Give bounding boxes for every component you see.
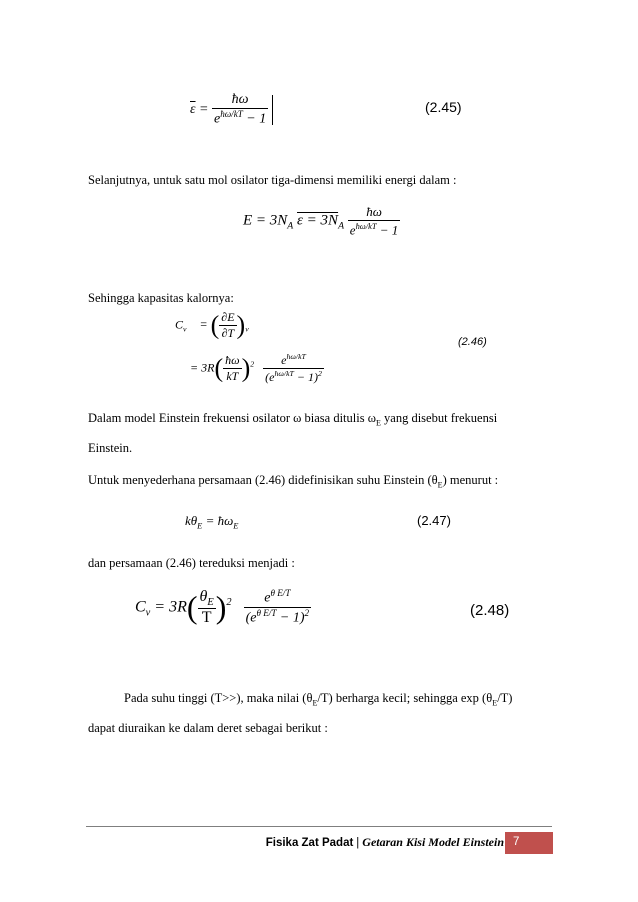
eq245-fraction (212, 92, 268, 128)
footer-subtitle: Getaran Kisi Model Einstein (362, 835, 504, 849)
eq248-den1: T (201, 609, 212, 627)
eq246-line2-num2-base: e (281, 353, 287, 367)
energy-denominator (348, 221, 401, 238)
p6a-text: Pada suhu tinggi (T>>), maka nilai (θ (124, 691, 313, 705)
eq247-mid: = ħω (205, 513, 234, 528)
eq246-line2-den2-base: e (269, 370, 275, 384)
p4a-tail: ) menurut : (442, 473, 499, 487)
eq246-lhs-sub: v (183, 324, 187, 334)
eq246-line2-den1: kT (226, 369, 239, 383)
eq247-sub2: E (233, 520, 239, 531)
equation-number-2-46: (2.46) (458, 336, 487, 348)
eq245-numerator: ħω (212, 92, 268, 109)
p4a-sub: E (437, 480, 443, 490)
p6a-sub: E (312, 698, 318, 708)
eq246-line2-num1: ħω (225, 353, 240, 367)
eq246-partial-fraction (219, 310, 236, 341)
eq248-num2 (244, 588, 311, 608)
eq246-paren-open: ( (210, 310, 220, 340)
eq246-line2-eq: = 3R (190, 360, 215, 375)
eq246-line2-den2-tail: − 1 (296, 370, 314, 384)
eq246-partial-den: ∂T (221, 326, 235, 340)
equation-number-2-45: (2.45) (425, 99, 462, 115)
eq248-paren-open: ( (186, 589, 198, 626)
energy-sub-b: A (338, 220, 345, 232)
paragraph-einstein-word: Einstein. (88, 441, 133, 455)
energy-numerator: ħω (348, 204, 401, 221)
eq246-line2-den2: $(e^{ħ\omega/kT} - 1)^2$ (265, 369, 322, 384)
eq248-frac1 (198, 588, 216, 627)
energy-mid: ε = 3N (297, 212, 339, 229)
eq246-line2-frac1 (223, 353, 241, 384)
eq245-lhs: $\overline{\varepsilon}$ (190, 102, 196, 118)
eq246-line2-den2-pow: 2 (317, 369, 322, 378)
eq248-theta: θ (199, 588, 208, 605)
eq248-pow: 2 (226, 596, 232, 608)
p6a-tail: /T) (497, 691, 513, 705)
energy-den-tail: − 1 (379, 222, 399, 238)
eq248-lhs-sub: v (145, 607, 151, 619)
eq246-line2-den2-exp: ħω/kT (274, 369, 294, 378)
energy-sub-a: A (287, 220, 294, 232)
p6a-sub2: E (492, 698, 498, 708)
equation-2-48 (135, 588, 311, 627)
eq248-den2-pow: 2 (304, 608, 310, 619)
equation-number-2-47: (2.47) (417, 513, 451, 528)
eq245-den-base: e (213, 111, 221, 127)
paragraph-high-temperature (88, 690, 548, 712)
energy-den-exp: ħω/kT (355, 221, 377, 231)
p6a-mid: /T) berharga kecil; sehingga exp (θ (317, 691, 493, 705)
paragraph-energy-intro: Selanjutnya, untuk satu mol osilator tiga-dimensi memiliki energi dalam : (88, 173, 457, 187)
eq247-lhs: kθ (185, 513, 198, 528)
page-number: 7 (513, 836, 520, 848)
footer-title-group (266, 835, 504, 850)
eq248-num1 (198, 588, 216, 609)
eq248-lhs: C (135, 598, 146, 616)
eq246-line2-frac2 (263, 352, 324, 385)
eq247-sub: E (197, 520, 203, 531)
eq248-paren-close: ) (215, 589, 227, 626)
eq248-num2-exp: θ E/T (270, 588, 291, 599)
eq248-den2: $(e^{\theta E/T} - 1)^2$ (245, 608, 310, 626)
footer-title: Fisika Zat Padat (265, 837, 354, 849)
paragraph-series-expansion: dapat diuraikan ke dalam deret sebagai berikut : (88, 721, 328, 735)
eq245-bar (272, 95, 273, 125)
paragraph-reduced-equation: dan persamaan (2.46) tereduksi menjadi : (88, 556, 295, 570)
eq248-den2-exp: θ E/T (256, 608, 277, 619)
energy-fraction (348, 204, 401, 238)
eq246-partial-num: ∂E (221, 310, 235, 324)
eq248-eq: = 3R (154, 598, 187, 616)
page-footer (0, 832, 638, 854)
eq248-frac2 (244, 588, 311, 626)
p3a-tail: yang disebut frekuensi (380, 411, 498, 425)
equation-energy (243, 204, 400, 238)
paragraph-einstein-frequency (88, 410, 548, 432)
eq245-den-tail: − 1 (246, 111, 267, 127)
eq245-eq: = (199, 102, 209, 118)
footer-separator: | (356, 837, 360, 849)
equation-number-2-48: (2.48) (470, 602, 510, 619)
paragraph-einstein-temperature (88, 472, 548, 494)
equation-2-45 (190, 92, 273, 128)
eq246-line2-paren-open: ( (214, 353, 224, 383)
energy-lhs: E = 3N (243, 212, 288, 229)
eq248-den2-base: e (250, 610, 257, 626)
eq246-line2-paren-close: ) (241, 353, 251, 383)
footer-divider (86, 826, 552, 827)
eq246-sub-v: v (245, 324, 249, 334)
eq246-lhs: C (175, 317, 184, 332)
p3a-sub: E (375, 418, 381, 428)
eq248-num2-base: e (264, 591, 271, 607)
eq246-paren-close: ) (236, 310, 246, 340)
paragraph-heat-capacity: Sehingga kapasitas kalornya: (88, 291, 234, 305)
p4a-text: Untuk menyederhana persamaan (2.46) didefinisikan suhu Einstein (θ (88, 473, 438, 487)
equation-2-47 (185, 513, 238, 531)
eq246-line2-num2-exp: ħω/kT (286, 352, 306, 361)
equation-2-46-line2 (190, 352, 324, 385)
energy-den-base: e (349, 222, 356, 238)
eq246-eq: = (199, 317, 208, 332)
eq246-line2-num2 (263, 352, 324, 369)
eq245-denominator (212, 109, 268, 128)
eq248-den2-tail: − 1 (279, 610, 300, 626)
equation-2-46-line1 (175, 310, 249, 341)
eq246-line2-pow: 2 (250, 359, 255, 369)
p3a-text: Dalam model Einstein frekuensi osilator ω biasa ditulis ω (88, 411, 376, 425)
eq245-den-exp: ħω/kT (220, 109, 243, 119)
eq248-theta-sub: E (207, 597, 214, 609)
